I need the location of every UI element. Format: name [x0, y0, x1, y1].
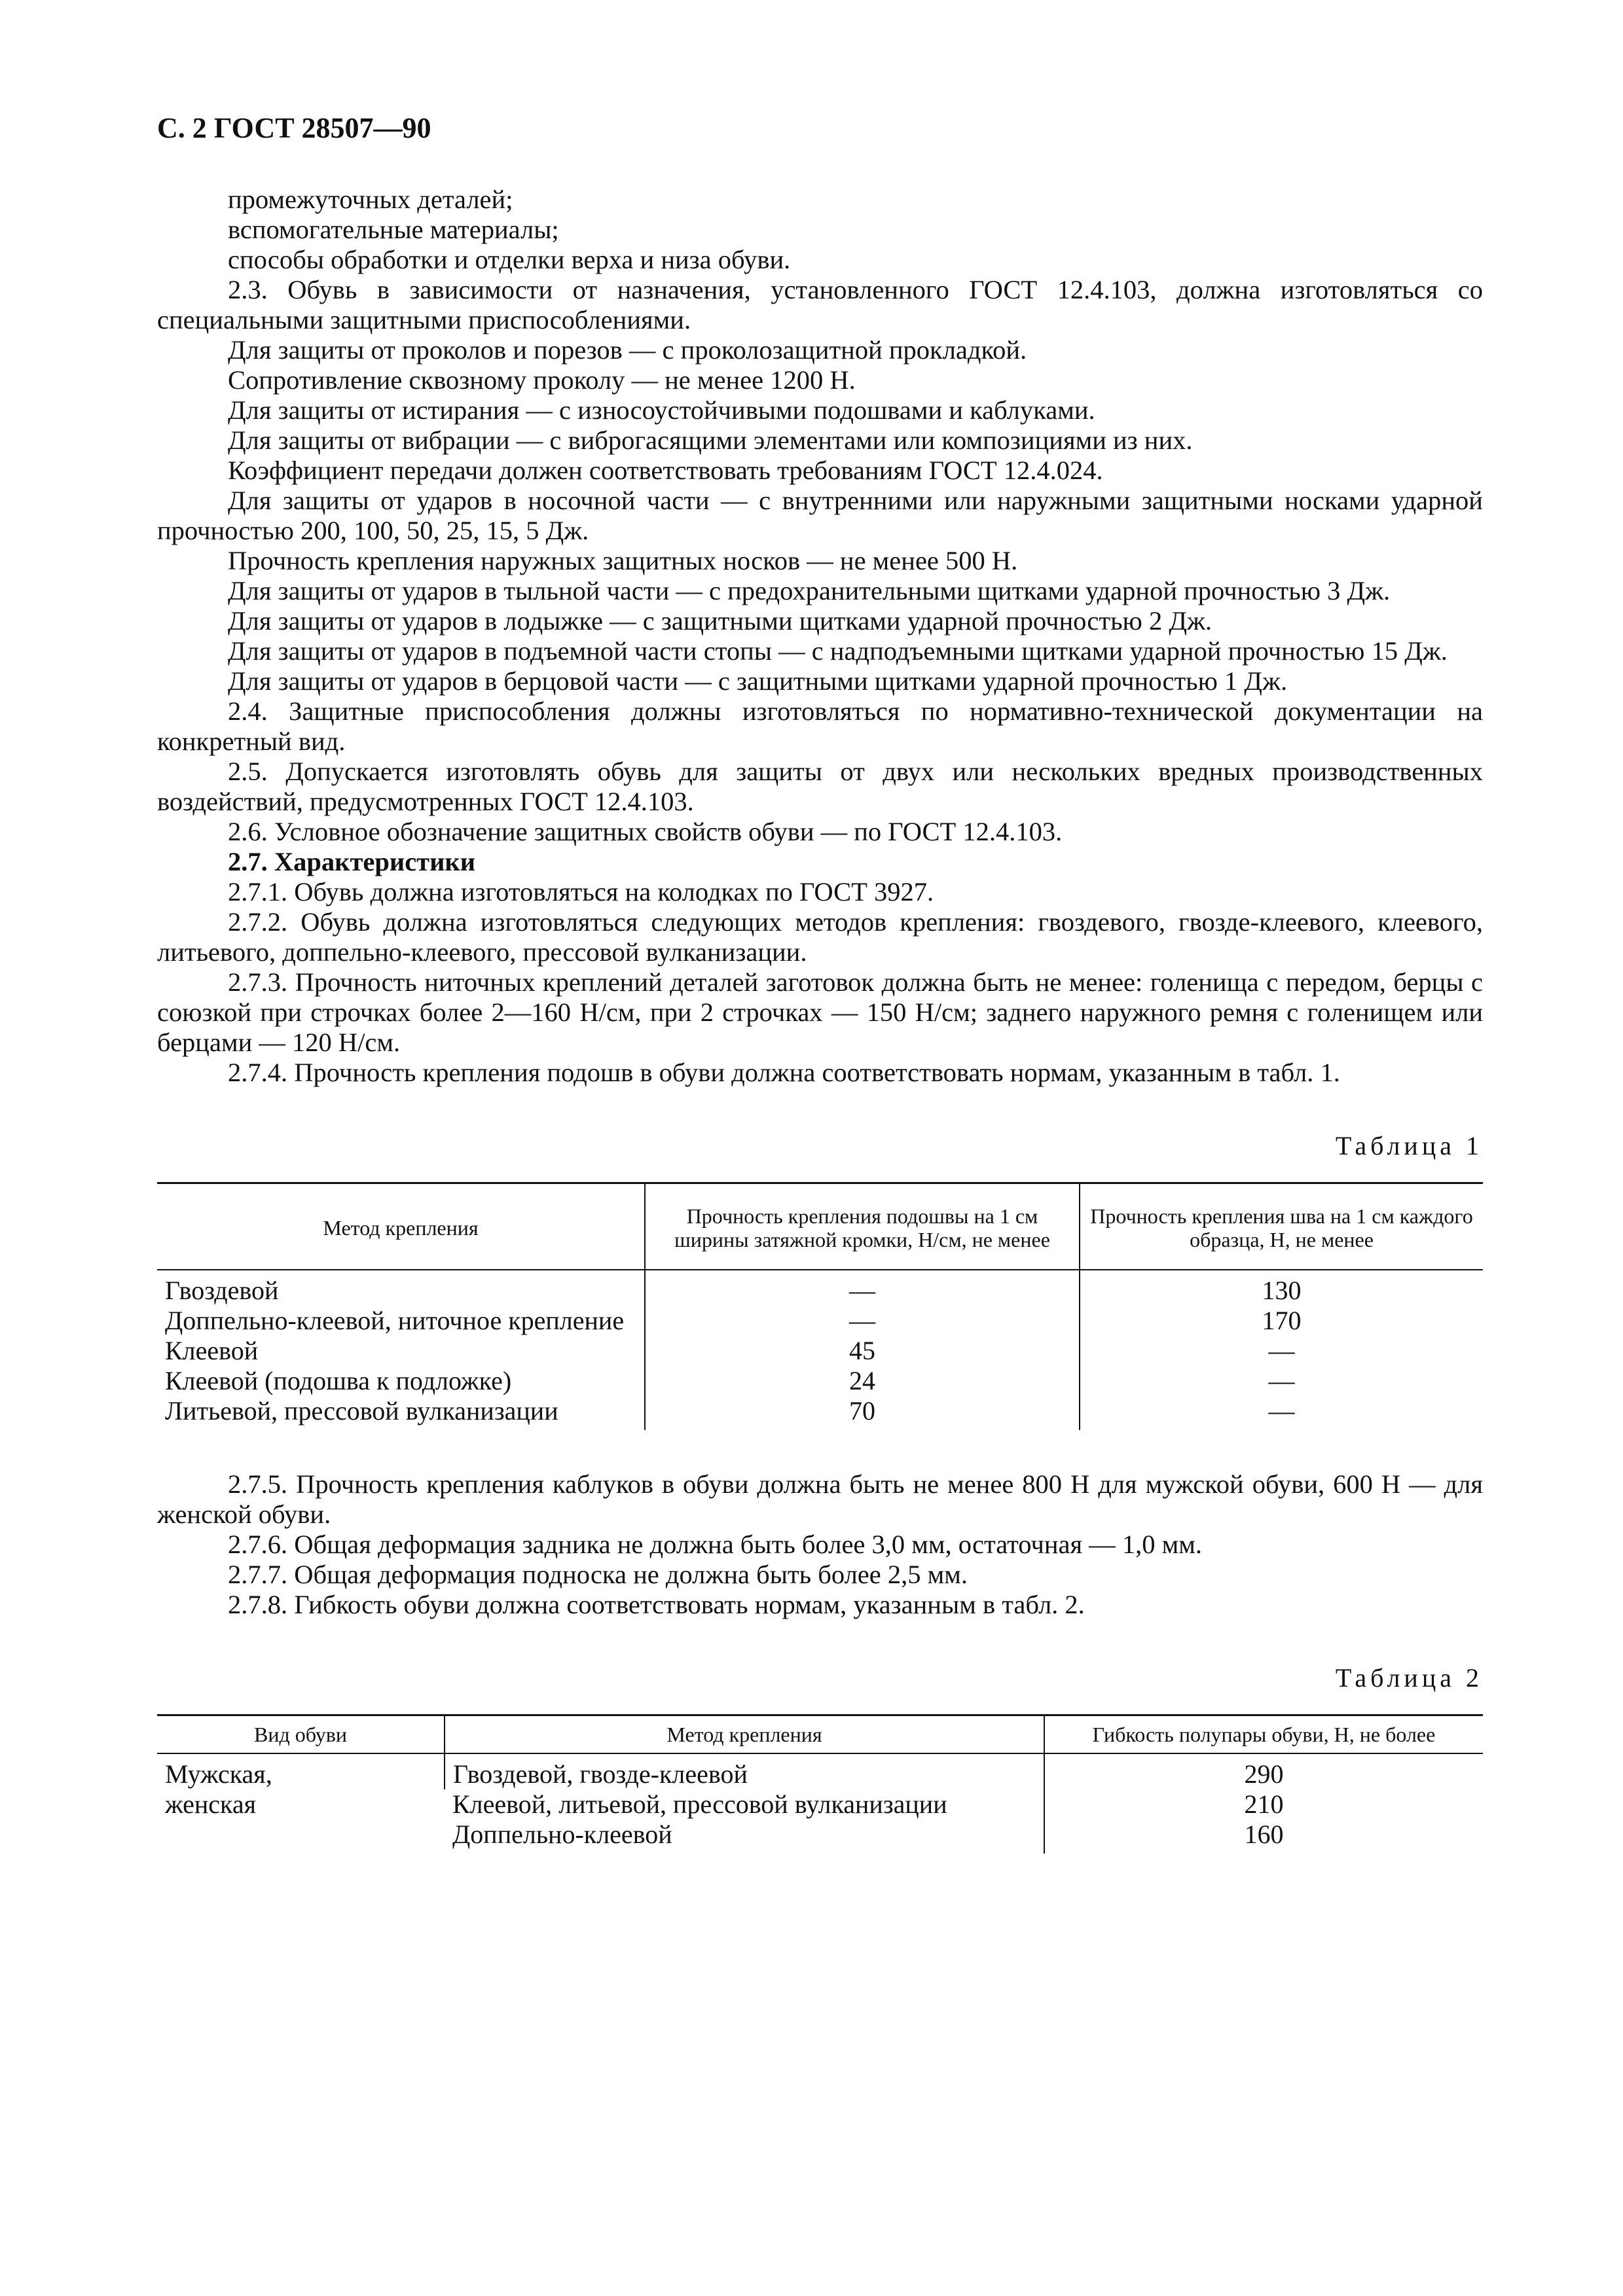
table2-cell-flexibility: 290 — [1044, 1753, 1483, 1789]
table1-cell-method: Клеевой (подошва к подложке) — [165, 1366, 512, 1395]
paragraph: Коэффициент передачи должен соответствовать требованиям ГОСТ 12.4.024. — [228, 456, 1103, 485]
table1-cell-seam: 130 — [1080, 1270, 1483, 1306]
table2-header-shoe-type: Вид обуви — [157, 1715, 445, 1754]
table2-cell-flexibility: 160 — [1044, 1820, 1483, 1854]
table1-cell-sole: — — [645, 1306, 1080, 1336]
table2-shoe-type-line: Мужская, — [165, 1759, 272, 1789]
paragraph: Для защиты от ударов в лодыжке — с защитными щитками ударной прочностью 2 Дж. — [228, 606, 1213, 636]
table2-caption: Таблица 2 — [1335, 1663, 1483, 1693]
table1-cell-seam: — — [1080, 1396, 1483, 1430]
table2-cell-shoe-type — [157, 1753, 445, 1854]
table2-shoe-type-line: женская — [165, 1789, 257, 1819]
paragraph: 2.3. Обувь в зависимости от назначения, установленного ГОСТ 12.4.103, должна изготовляться со специальными защитными приспособлениями. — [157, 275, 1483, 334]
paragraph: Для защиты от ударов в носочной части — с внутренними или наружными защитными носками ударной прочностью 200, 100, 50, 25, 15, 5 Дж. — [157, 486, 1483, 545]
body-text-bottom — [157, 1469, 1483, 1620]
table2-header-row — [157, 1715, 1483, 1754]
paragraph: 2.7.6. Общая деформация задника не должна быть более 3,0 мм, остаточная — 1,0 мм. — [228, 1530, 1203, 1559]
paragraph: промежуточных деталей; — [228, 185, 513, 214]
table-2 — [157, 1714, 1483, 1854]
table1-cell-method: Клеевой — [165, 1336, 259, 1365]
document-page — [157, 111, 1483, 1854]
paragraph: 2.6. Условное обозначение защитных свойств обуви — по ГОСТ 12.4.103. — [228, 817, 1063, 846]
table1-caption: Таблица 1 — [1335, 1131, 1483, 1160]
table1-cell-sole: — — [645, 1270, 1080, 1306]
paragraph: Прочность крепления наружных защитных носков — не менее 500 Н. — [228, 546, 1018, 575]
paragraph: 2.7.5. Прочность крепления каблуков в обуви должна быть не менее 800 Н для мужской обуви, 600 Н — для женской обуви. — [157, 1469, 1483, 1529]
table1-cell-seam: 170 — [1080, 1306, 1483, 1336]
table-row — [157, 1336, 1483, 1366]
table1-header-method: Метод крепления — [157, 1183, 645, 1270]
paragraph: 2.5. Допускается изготовлять обувь для защиты от двух или нескольких вредных производственных воздействий, предусмотренных ГОСТ 12.4.103. — [157, 757, 1483, 816]
table2-cell-method: Гвоздевой, гвозде-клеевой — [445, 1753, 1044, 1789]
paragraph: способы обработки и отделки верха и низа обуви. — [228, 245, 791, 274]
table1-cell-sole: 24 — [645, 1366, 1080, 1396]
paragraph: Для защиты от ударов в тыльной части — с предохранительными щитками ударной прочностью 3 Дж. — [228, 576, 1391, 605]
table-row — [157, 1396, 1483, 1430]
section-heading — [157, 847, 1483, 877]
paragraph: Для защиты от ударов в подъемной части стопы — с надподъемными щитками ударной прочностью 15 Дж. — [228, 636, 1448, 666]
paragraph: 2.7.3. Прочность ниточных креплений деталей заготовок должна быть не менее: голенища с передом, берцы с союзкой при строчках более 2—160 Н/см, при 2 строчках — 150 Н/см; заднего наружного ремня с голенищем или берцами — 120 Н/см. — [157, 967, 1483, 1057]
table2-header-method: Метод крепления — [445, 1715, 1044, 1754]
table-row — [157, 1306, 1483, 1336]
table1-cell-seam: — — [1080, 1366, 1483, 1396]
table2-cell-flexibility: 210 — [1044, 1789, 1483, 1820]
table2-cell-method: Клеевой, литьевой, прессовой вулканизации — [452, 1789, 947, 1819]
page-header: С. 2 ГОСТ 28507—90 — [157, 112, 431, 144]
paragraph: 2.7.4. Прочность крепления подошв в обуви должна соответствовать нормам, указанным в табл. 1. — [228, 1058, 1340, 1087]
table1-cell-seam: — — [1080, 1336, 1483, 1366]
table1-header-seam-strength: Прочность крепления шва на 1 см каждого образца, Н, не менее — [1080, 1183, 1483, 1270]
table1-cell-method: Гвоздевой — [165, 1276, 279, 1305]
paragraph: 2.7.7. Общая деформация подноска не должна быть более 2,5 мм. — [228, 1560, 968, 1589]
table2-header-flexibility: Гибкость полупары обуви, Н, не более — [1044, 1715, 1483, 1754]
paragraph: Сопротивление сквозному проколу — не менее 1200 Н. — [228, 365, 856, 395]
table-1 — [157, 1182, 1483, 1430]
table1-cell-method: Литьевой, прессовой вулканизации — [165, 1396, 558, 1426]
paragraph: 2.7.2. Обувь должна изготовляться следующих методов крепления: гвоздевого, гвозде-клеевого, клеевого, литьевого, доппельно-клеевого, прессовой вулканизации. — [157, 907, 1483, 967]
paragraph: Для защиты от вибрации — с виброгасящими элементами или композициями из них. — [228, 425, 1193, 455]
table1-cell-method: Доппельно-клеевой, ниточное крепление — [165, 1306, 625, 1335]
table1-header-row — [157, 1183, 1483, 1270]
body-text-top — [157, 185, 1483, 1088]
table-row — [157, 1753, 1483, 1789]
paragraph: Для защиты от ударов в берцовой части — с защитными щитками ударной прочностью 1 Дж. — [228, 666, 1288, 696]
paragraph: Для защиты от истирания — с износоустойчивыми подошвами и каблуками. — [228, 395, 1095, 425]
table1-header-sole-strength: Прочность крепления подошвы на 1 см ширины затяжной кромки, Н/см, не менее — [645, 1183, 1080, 1270]
table2-cell-method: Доппельно-клеевой — [452, 1820, 672, 1849]
paragraph: 2.4. Защитные приспособления должны изготовляться по нормативно-технической документации на конкретный вид. — [157, 696, 1483, 756]
paragraph: 2.7.1. Обувь должна изготовляться на колодках по ГОСТ 3927. — [228, 877, 934, 906]
section-heading-text: 2.7. Характеристики — [228, 847, 476, 876]
table1-cell-sole: 70 — [645, 1396, 1080, 1430]
paragraph: вспомогательные материалы; — [228, 215, 559, 244]
table-row — [157, 1366, 1483, 1396]
paragraph: Для защиты от проколов и порезов — с проколозащитной прокладкой. — [228, 335, 1027, 365]
paragraph: 2.7.8. Гибкость обуви должна соответствовать нормам, указанным в табл. 2. — [228, 1590, 1085, 1619]
table1-cell-sole: 45 — [645, 1336, 1080, 1366]
table-row — [157, 1270, 1483, 1306]
